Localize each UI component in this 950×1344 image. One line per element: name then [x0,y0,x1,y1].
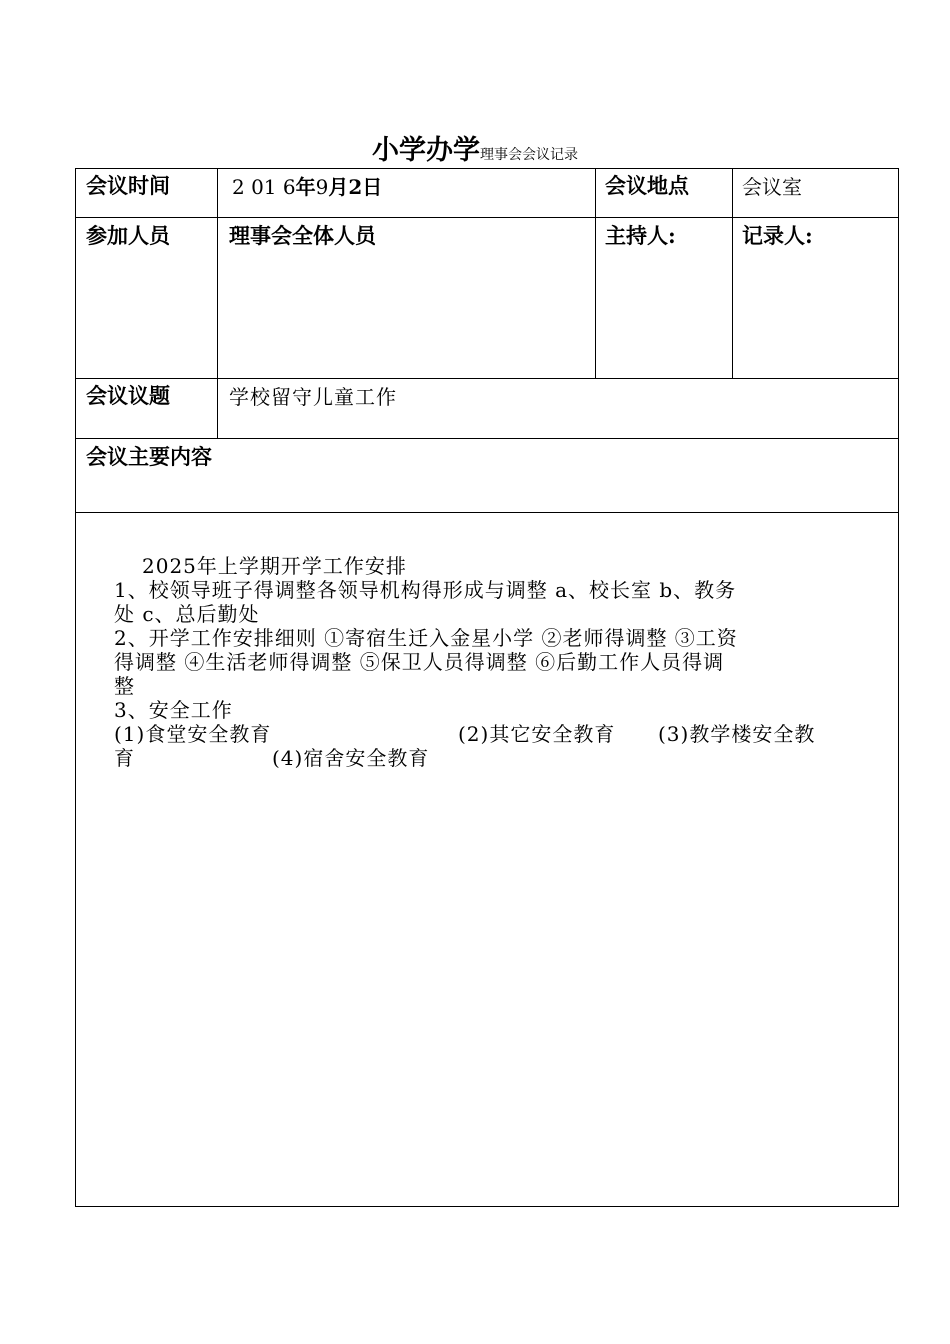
title-main: 小学办学 [372,135,480,166]
column-divider [732,168,733,379]
item-2-line-2: 得调整 ④生活老师得调整 ⑤保卫人员得调整 ⑥后勤工作人员得调 [114,650,725,674]
date-month-unit: 月 [328,175,349,199]
main-content-label: 会议主要内容 [86,444,212,469]
recorder-label: 记录人: [742,223,813,248]
table-border-bottom [75,1206,899,1207]
item-2-line-3: 整 [114,674,135,698]
safety-item-2: (2)其它安全教育 [458,722,616,746]
row-divider [75,438,899,439]
content-item-3: 3、安全工作 [114,698,233,722]
table-border-right [898,168,899,1207]
meeting-place-value: 会议室 [742,175,802,199]
date-year-unit: 年 [295,175,316,199]
date-day: 2 [348,175,363,199]
topic-value: 学校留守儿童工作 [229,385,397,409]
safety-item-3-cont: 育 [114,746,135,770]
meeting-time-label: 会议时间 [86,173,170,198]
attendees-value: 理事会全体人员 [229,223,376,248]
safety-line-1 [114,722,844,746]
content-item-1 [114,578,844,602]
safety-item-4: (4)宿舍安全教育 [272,746,430,770]
safety-line-2 [114,746,844,770]
meeting-place-label: 会议地点 [605,173,689,198]
date-month: 9 [315,175,329,199]
item-2-line-1: 2、开学工作安排细则 ①寄宿生迁入金星小学 ②老师得调整 ③工资 [114,626,738,650]
meeting-content [114,554,844,770]
meeting-time-value [232,171,382,200]
host-label: 主持人: [605,223,676,248]
row-divider [75,512,899,513]
date-day-unit: 日 [362,175,383,199]
document-title [0,128,950,167]
column-divider [217,168,218,439]
item-1-line-1: 1、校领导班子得调整各领导机构得形成与调整 a、校长室 b、教务 [114,578,737,602]
topic-label: 会议议题 [86,383,170,408]
row-divider [75,217,899,218]
item-1-line-2: 处 c、总后勤处 [114,602,260,626]
safety-item-1: (1)食堂安全教育 [114,722,272,746]
table-border-top [75,168,899,169]
table-border-left [75,168,76,1207]
title-sub: 理事会会议记录 [480,147,578,163]
row-divider [75,378,899,379]
attendees-label: 参加人员 [86,223,170,248]
column-divider [595,168,596,379]
content-heading: 2025年上学期开学工作安排 [142,554,407,578]
safety-item-3: (3)教学楼安全教 [658,722,816,746]
date-year: 2 01 6 [232,175,296,199]
